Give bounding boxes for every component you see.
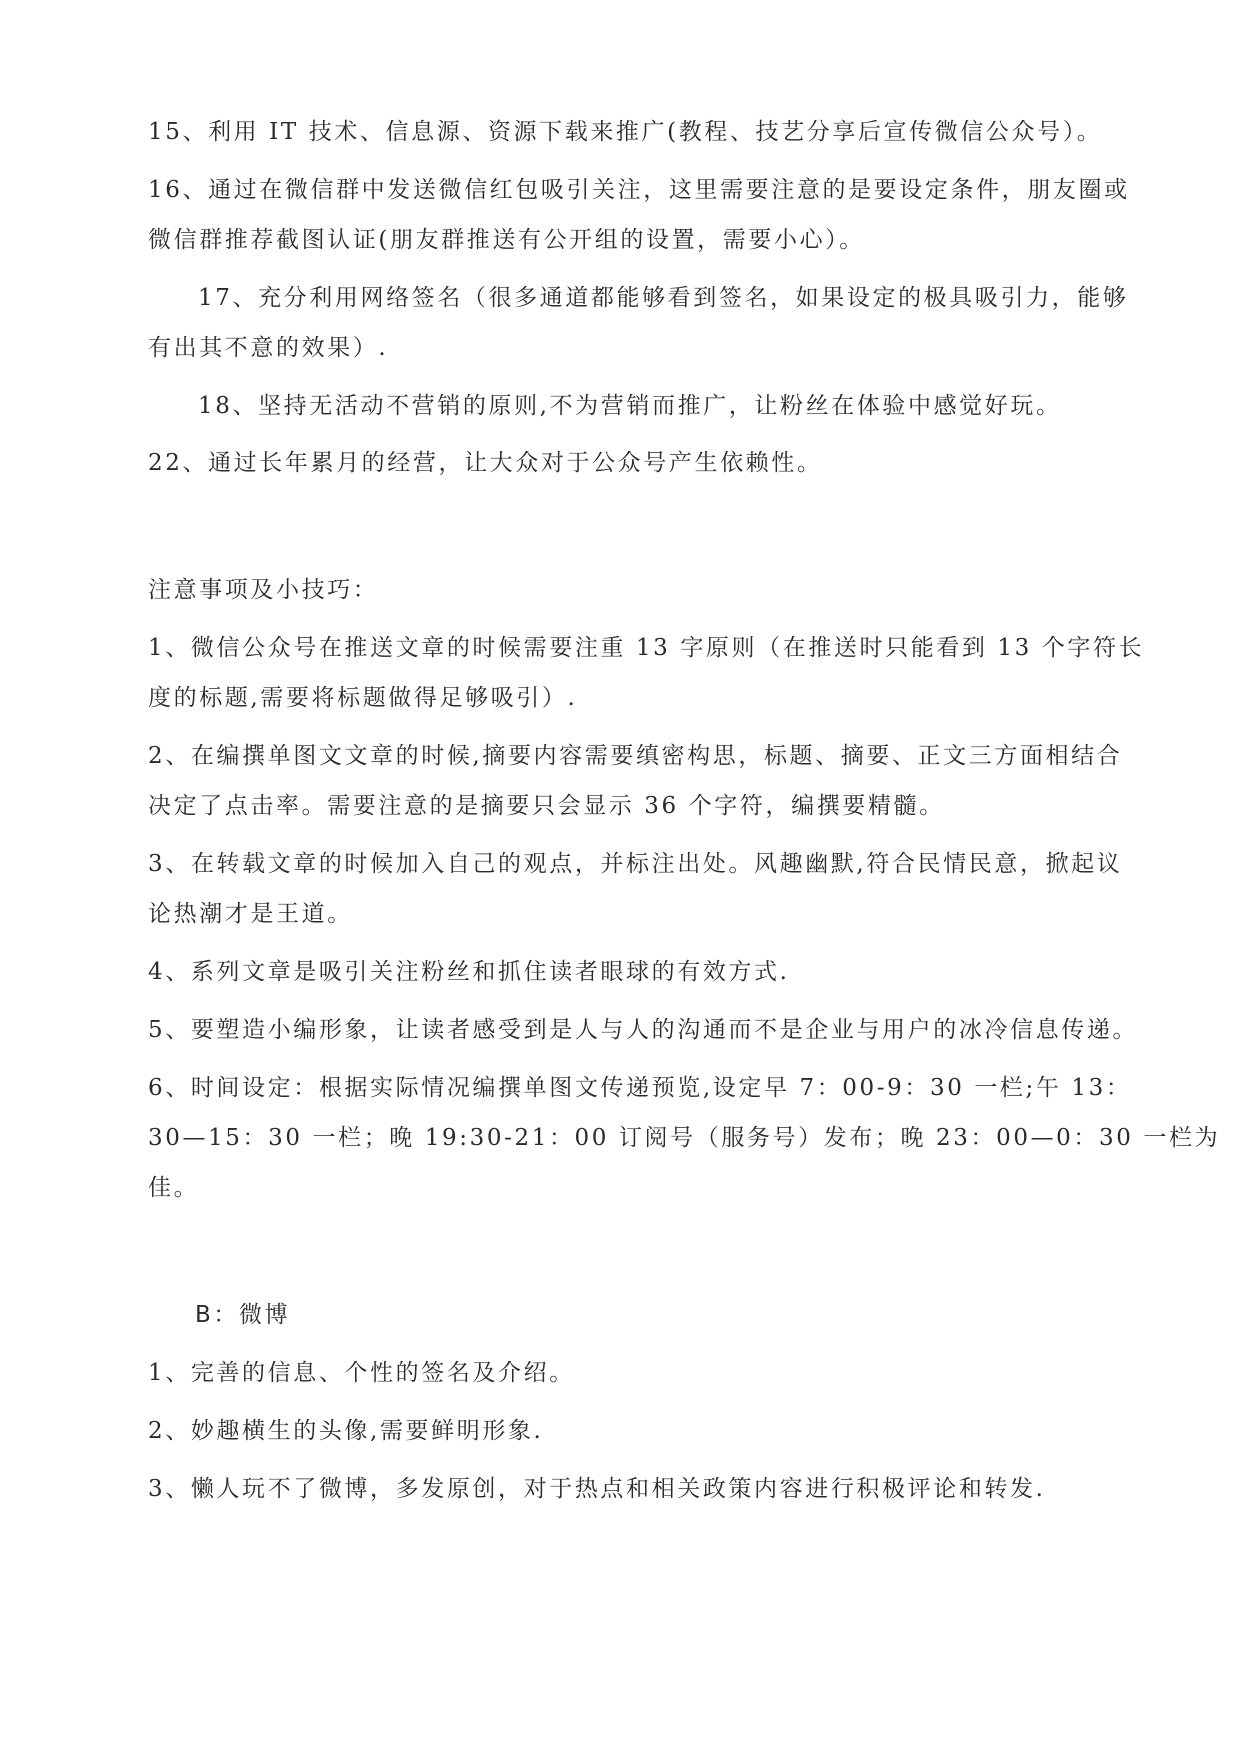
section-heading-weibo: B：微博 (195, 1302, 291, 1328)
tip-item-2: 2、在编撰单图文文章的时候,摘要内容需要缜密构思，标题、摘要、正文三方面相结合 (148, 743, 1123, 769)
weibo-item-3: 3、懒人玩不了微博，多发原创，对于热点和相关政策内容进行积极评论和转发. (148, 1476, 1046, 1502)
weibo-item-1: 1、完善的信息、个性的签名及介绍。 (148, 1360, 575, 1386)
list-item-18: 18、坚持无活动不营销的原则,不为营销而推广，让粉丝在体验中感觉好玩。 (198, 393, 1062, 419)
list-item-22: 22、通过长年累月的经营，让大众对于公众号产生依赖性。 (148, 450, 823, 476)
tip-item-3-continued: 论热潮才是王道。 (148, 901, 353, 927)
list-item-17: 17、充分利用网络签名（很多通道都能够看到签名，如果设定的极具吸引力，能够 (198, 285, 1129, 311)
tip-item-6: 6、时间设定：根据实际情况编撰单图文传递预览,设定早 7：00-9：30 一栏;午 13： (148, 1075, 1132, 1101)
list-item-16-continued: 微信群推荐截图认证(朋友群推送有公开组的设置，需要小心）。 (148, 227, 865, 253)
weibo-item-2: 2、妙趣横生的头像,需要鲜明形象. (148, 1418, 544, 1444)
tip-item-1: 1、微信公众号在推送文章的时候需要注重 13 字原则（在推送时只能看到 13 个字符长 (148, 635, 1145, 661)
tip-item-6-end: 佳。 (148, 1175, 200, 1201)
section-heading-tips: 注意事项及小技巧： (148, 577, 379, 603)
tip-item-1-continued: 度的标题,需要将标题做得足够吸引）. (148, 685, 578, 711)
list-item-17-continued: 有出其不意的效果）. (148, 335, 389, 361)
list-item-15: 15、利用 IT 技术、信息源、资源下载来推广(教程、技艺分享后宣传微信公众号）。 (148, 119, 1103, 145)
tip-item-4: 4、系列文章是吸引关注粉丝和抓住读者眼球的有效方式. (148, 959, 790, 985)
tip-item-5: 5、要塑造小编形象，让读者感受到是人与人的沟通而不是企业与用户的冰冷信息传递。 (148, 1017, 1139, 1043)
tip-item-3: 3、在转载文章的时候加入自己的观点，并标注出处。风趣幽默,符合民情民意，掀起议 (148, 851, 1123, 877)
tip-item-6-continued: 30—15：30 一栏；晚 19:30-21：00 订阅号（服务号）发布；晚 23：00—0：30 一栏为 (148, 1125, 1221, 1151)
list-item-16: 16、通过在微信群中发送微信红包吸引关注，这里需要注意的是要设定条件，朋友圈或 (148, 177, 1130, 203)
tip-item-2-continued: 决定了点击率。需要注意的是摘要只会显示 36 个字符，编撰要精髓。 (148, 793, 945, 819)
